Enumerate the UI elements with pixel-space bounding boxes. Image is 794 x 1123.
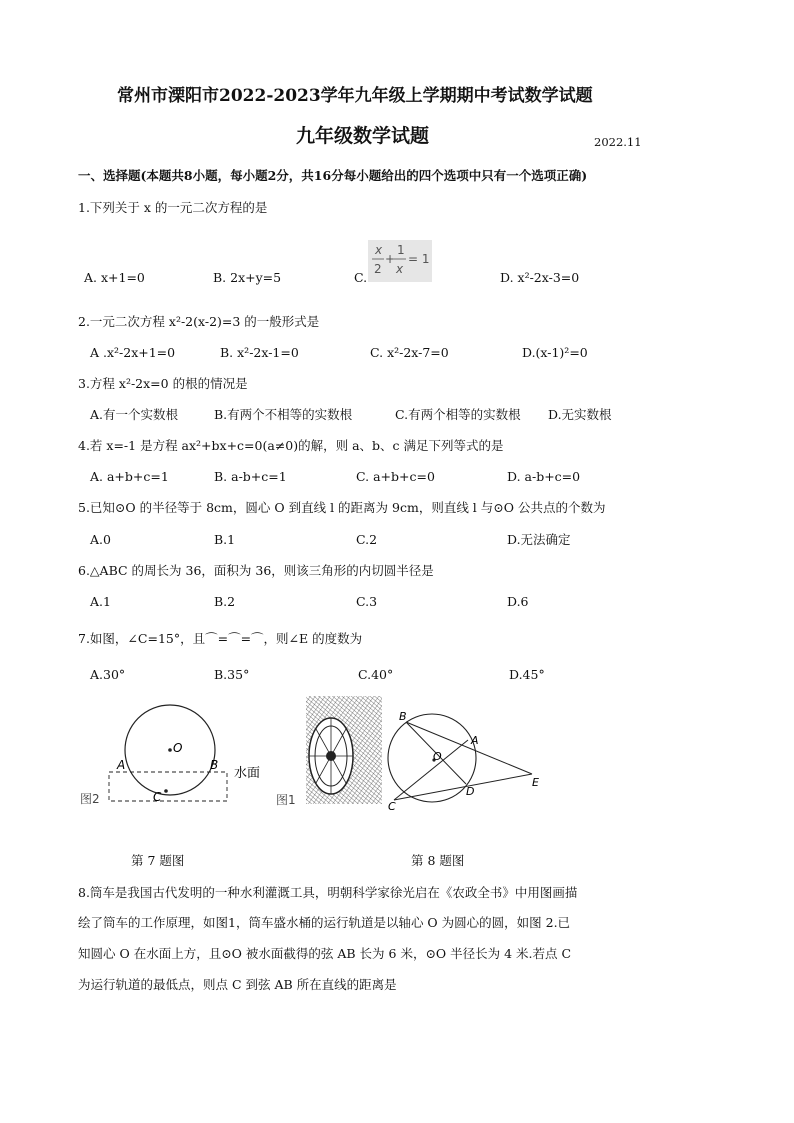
- q4-option-c: C. a+b+c=0: [356, 469, 435, 484]
- label-d: D: [466, 785, 475, 798]
- question-7-stem: 7.如图，∠C=15°，且⌒=⌒=⌒，则∠E 的度数为: [78, 631, 363, 646]
- center-point-o: [168, 748, 172, 752]
- q2-option-c: C. x²-2x-7=0: [370, 345, 449, 360]
- question-6-stem: 6.△ABC 的周长为 36，面积为 36，则该三角形的内切圆半径是: [78, 563, 434, 578]
- q1-formula-b: 2: [374, 262, 382, 276]
- label-a: A: [117, 758, 126, 772]
- q6-option-b: B.2: [214, 594, 236, 609]
- label-b: B: [210, 758, 219, 772]
- label-c: C: [153, 790, 162, 804]
- figure-1-illustration: [276, 696, 384, 808]
- q5-option-d: D.无法确定: [507, 532, 571, 547]
- q2-option-a: A .x²-2x+1=0: [90, 345, 176, 360]
- line-b-e: [406, 722, 532, 774]
- q1-formula-d: x: [396, 262, 404, 276]
- circle-o: [388, 714, 476, 802]
- q8-line-1: 8.筒车是我国古代发明的一种水利灌溉工具，明朝科学家徐光启在《农政全书》中用图画描: [78, 885, 578, 900]
- q1-formula: [368, 240, 432, 282]
- question-3-stem: 3.方程 x²-2x=0 的根的情况是: [78, 376, 248, 391]
- q7-option-a: A.30°: [90, 667, 126, 682]
- line-c-a: [394, 740, 468, 800]
- label-o: O: [433, 750, 442, 763]
- q2-option-d: D.(x-1)²=0: [522, 345, 588, 360]
- q8-line-4: 为运行轨道的最低点，则点 C 到弦 AB 所在直线的距离是: [78, 977, 397, 992]
- q1-option-b: B. 2x+y=5: [213, 270, 282, 285]
- water-surface-label: 水面: [234, 766, 261, 781]
- label-b: B: [399, 710, 407, 723]
- q4-option-b: B. a-b+c=1: [214, 469, 287, 484]
- q6-option-d: D.6: [507, 594, 529, 609]
- q3-option-b: B.有两个不相等的实数根: [214, 407, 353, 422]
- q8-line-3: 知圆心 O 在水面上方，且⊙O 被水面截得的弦 AB 长为 6 米，⊙O 半径长为 4 米.若点 C: [78, 946, 572, 961]
- q4-option-d: D. a-b+c=0: [507, 469, 581, 484]
- q1-formula-box: [368, 240, 432, 282]
- q5-option-a: A.0: [90, 532, 111, 547]
- caption-question-7: 第 7 题图: [131, 853, 185, 868]
- line-c-e: [394, 774, 532, 800]
- section-heading: 一、选择题(本题共8小题，每小题2分，共16分每小题给出的四个选项中只有一个选项正确): [78, 168, 588, 183]
- q7-option-b: B.35°: [214, 667, 250, 682]
- q3-option-a: A.有一个实数根: [90, 407, 179, 422]
- q6-option-a: A.1: [90, 594, 111, 609]
- label-o: O: [173, 741, 183, 755]
- question-4-stem: 4.若 x=-1 是方程 ax²+bx+c=0(a≠0)的解，则 a、b、c 满足下列等式的是: [78, 438, 504, 453]
- caption-question-8: 第 8 题图: [411, 853, 465, 868]
- q1-formula-a: x: [375, 243, 383, 257]
- q1-option-c: C.: [354, 270, 368, 285]
- question-2-stem: 2.一元二次方程 x²-2(x-2)=3 的一般形式是: [78, 314, 320, 329]
- q8-line-2: 绘了筒车的工作原理，如图1，筒车盛水桶的运行轨道是以轴心 O 为圆心的圆，如图 2.已: [78, 915, 571, 930]
- q7-option-d: D.45°: [509, 667, 545, 682]
- label-c: C: [388, 800, 396, 812]
- question-1-stem: 1.下列关于 x 的一元二次方程的是: [78, 200, 268, 215]
- figure-8-diagram: [384, 702, 552, 812]
- q2-option-b: B. x²-2x-1=0: [220, 345, 299, 360]
- figure-2-diagram: [74, 700, 274, 810]
- figure-2-label: 图2: [80, 792, 100, 806]
- q1-option-a: A. x+1=0: [84, 270, 145, 285]
- q4-option-a: A. a+b+c=1: [90, 469, 169, 484]
- q7-option-c: C.40°: [358, 667, 394, 682]
- q3-option-c: C.有两个相等的实数根: [395, 407, 521, 422]
- label-a: A: [471, 734, 479, 747]
- q1-formula-c: 1: [397, 243, 405, 257]
- q3-option-d: D.无实数根: [548, 407, 612, 422]
- point-c: [164, 789, 168, 793]
- water-region: [109, 772, 227, 801]
- label-e: E: [532, 776, 539, 789]
- q1-option-d: D. x²-2x-3=0: [500, 270, 580, 285]
- q5-option-c: C.2: [356, 532, 378, 547]
- q1-formula-rhs: = 1: [408, 252, 430, 266]
- page-subtitle: 九年级数学试题: [296, 125, 430, 147]
- q5-option-b: B.1: [214, 532, 236, 547]
- q6-option-c: C.3: [356, 594, 378, 609]
- exam-date: 2022.11: [594, 135, 642, 149]
- figure-1-label: 图1: [276, 793, 296, 807]
- q1-formula-plus: +: [385, 252, 396, 266]
- question-5-stem: 5.已知⊙O 的半径等于 8cm，圆心 O 到直线 l 的距离为 9cm，则直线 l 与⊙O 公共点的个数为: [78, 500, 606, 515]
- document-title: 常州市溧阳市2022-2023学年九年级上学期期中考试数学试题: [117, 86, 593, 106]
